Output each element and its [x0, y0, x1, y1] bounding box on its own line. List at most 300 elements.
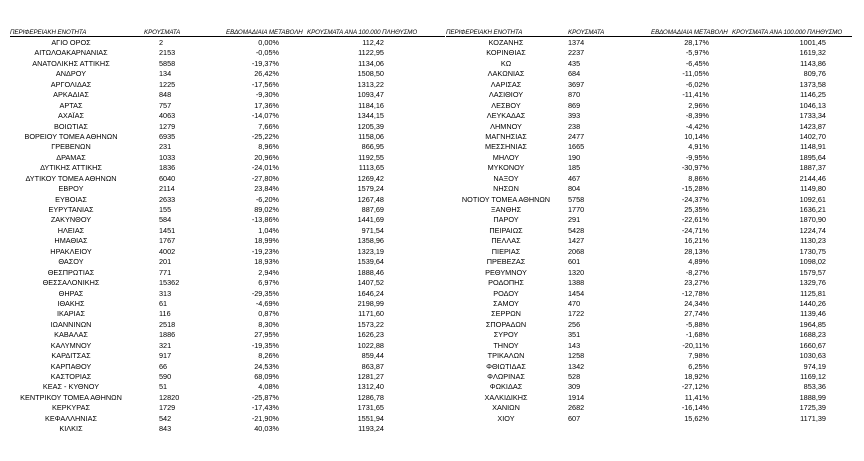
table-row [446, 268, 852, 278]
cell-cases: 1342 [568, 361, 585, 371]
cell-per-100k: 1148,91 [800, 142, 826, 152]
cell-cases: 2633 [159, 194, 176, 204]
cell-region: ΝΟΤΙΟΥ ΤΟΜΕΑ ΑΘΗΝΩΝ [461, 194, 551, 204]
cell-per-100k: 1373,58 [799, 79, 826, 89]
cell-weekly-change: 7,66% [258, 121, 279, 131]
cell-region: ΕΥΒΟΙΑΣ [55, 194, 87, 204]
cell-per-100k: 1407,52 [357, 278, 384, 288]
cell-weekly-change: 18,92% [684, 372, 709, 381]
cell-weekly-change: 11,41% [684, 392, 709, 402]
cell-per-100k: 1022,88 [357, 340, 384, 350]
cell-cases: 201 [159, 257, 172, 267]
cell-per-100k: 2144,46 [799, 173, 826, 183]
cell-region: ΑΧΑΪΑΣ [57, 111, 84, 121]
cell-per-100k: 1573,22 [357, 319, 384, 329]
cell-weekly-change: -30,97% [681, 163, 709, 173]
cell-cases: 6935 [159, 131, 176, 141]
cell-cases: 231 [159, 142, 172, 152]
table-row [446, 163, 852, 173]
cell-region: ΡΕΘΥΜΝΟΥ [485, 267, 527, 277]
table-row [10, 163, 445, 173]
table-row [446, 111, 852, 121]
table-row [446, 351, 852, 361]
table-row [446, 414, 852, 424]
cell-cases: 393 [568, 111, 581, 121]
cell-per-100k: 971,54 [361, 225, 384, 235]
cell-weekly-change: -19,23% [251, 246, 279, 256]
cell-per-100k: 1619,32 [799, 48, 826, 58]
cell-per-100k: 1660,67 [799, 340, 826, 350]
cell-per-100k: 1551,94 [357, 413, 384, 423]
cell-region: ΗΜΑΘΙΑΣ [54, 236, 88, 246]
table-row [10, 132, 445, 142]
cell-weekly-change: -27,12% [681, 382, 709, 392]
cell-weekly-change: 24,53% [254, 361, 279, 371]
cell-per-100k: 974,19 [803, 361, 826, 371]
cell-weekly-change: -13,86% [251, 215, 279, 225]
cell-region: ΛΕΥΚΑΔΑΣ [486, 111, 526, 121]
cell-region: ΘΗΡΑΣ [58, 288, 84, 298]
table-row [446, 205, 852, 215]
cell-per-100k: 1402,70 [799, 131, 826, 141]
cell-weekly-change: 2,96% [688, 100, 709, 110]
cell-cases: 238 [568, 121, 581, 131]
cell-weekly-change: -24,01% [251, 163, 279, 173]
cell-weekly-change: 89,02% [254, 205, 279, 214]
table-row [10, 142, 445, 152]
cell-region: ΔΥΤΙΚΟΥ ΤΟΜΕΑ ΑΘΗΝΩΝ [25, 173, 117, 183]
cell-per-100k: 1887,37 [799, 163, 826, 173]
cell-cases: 869 [568, 100, 581, 110]
table-row [446, 382, 852, 392]
cell-cases: 143 [568, 340, 581, 350]
cell-per-100k: 1636,21 [799, 205, 826, 214]
cell-cases: 1451 [159, 225, 176, 235]
cell-cases: 584 [159, 215, 172, 225]
cell-per-100k: 1441,69 [357, 215, 384, 225]
table-row [446, 257, 852, 267]
table-row [10, 101, 445, 111]
cell-cases: 4063 [159, 111, 176, 121]
cell-weekly-change: 17,36% [254, 100, 279, 110]
cell-region: ΞΑΝΘΗΣ [490, 205, 522, 214]
cell-per-100k: 1046,13 [799, 100, 826, 110]
cell-cases: 542 [159, 413, 172, 423]
cell-weekly-change: -24,71% [681, 225, 709, 235]
table-row [446, 153, 852, 163]
cell-region: ΑΡΚΑΔΙΑΣ [53, 90, 89, 100]
cell-per-100k: 1092,61 [799, 194, 826, 204]
table-row [10, 122, 445, 132]
cell-weekly-change: 7,98% [688, 351, 709, 361]
cell-region: ΒΟΙΩΤΙΑΣ [54, 121, 88, 131]
cell-weekly-change: 4,91% [688, 142, 709, 152]
cell-region: ΧΑΝΙΩΝ [492, 403, 520, 413]
cell-weekly-change: -1,68% [685, 330, 709, 340]
table-row [446, 309, 852, 319]
right-table-header [446, 27, 852, 37]
table-row [10, 247, 445, 257]
cell-weekly-change: 8,86% [688, 173, 709, 183]
table-row [10, 299, 445, 309]
cell-region: ΜΥΚΟΝΟΥ [487, 163, 525, 173]
table-row [446, 341, 852, 351]
cell-weekly-change: -4,42% [685, 121, 709, 131]
cell-cases: 1258 [568, 351, 585, 361]
table-row [10, 403, 445, 413]
table-row [446, 48, 852, 58]
table-row [10, 174, 445, 184]
cell-per-100k: 1730,75 [799, 246, 826, 256]
cell-region: ΚΕΦΑΛΛΗΝΙΑΣ [45, 413, 97, 423]
cell-weekly-change: -6,02% [685, 79, 709, 89]
cell-cases: 256 [568, 319, 581, 329]
cell-per-100k: 2198,99 [357, 298, 384, 308]
cell-cases: 185 [568, 163, 581, 173]
table-row [10, 48, 445, 58]
cell-per-100k: 1312,40 [357, 382, 384, 392]
cell-per-100k: 1344,15 [357, 111, 384, 121]
cell-cases: 155 [159, 205, 172, 214]
table-row [10, 59, 445, 69]
cell-weekly-change: 0,87% [258, 309, 279, 319]
right-table [446, 27, 852, 424]
table-row [446, 142, 852, 152]
cell-region: ΙΚΑΡΙΑΣ [56, 309, 86, 319]
table-row [10, 38, 445, 48]
cell-weekly-change: -16,14% [681, 403, 709, 413]
table-row [446, 90, 852, 100]
cell-region: ΡΟΔΟΠΗΣ [488, 278, 524, 288]
cell-region: ΠΙΕΡΙΑΣ [491, 246, 521, 256]
table-row [446, 122, 852, 132]
cell-per-100k: 1888,99 [799, 392, 826, 402]
table-row [10, 80, 445, 90]
cell-weekly-change: 28,17% [684, 38, 709, 47]
table-row [10, 372, 445, 382]
cell-cases: 467 [568, 173, 581, 183]
table-row [446, 320, 852, 330]
cell-region: ΚΩ [500, 58, 512, 68]
cell-cases: 66 [159, 361, 168, 371]
cell-region: ΚΙΛΚΙΣ [59, 424, 83, 434]
cell-per-100k: 1281,27 [357, 372, 384, 381]
cell-region: ΑΓΙΟ ΟΡΟΣ [51, 38, 91, 47]
cell-weekly-change: -17,56% [251, 79, 279, 89]
cell-cases: 190 [568, 152, 581, 162]
header-cases: ΚΡΟΥΣΜΑΤΑ [144, 29, 181, 36]
cell-weekly-change: -8,27% [685, 267, 709, 277]
cell-region: ΛΑΚΩΝΙΑΣ [487, 69, 525, 79]
cell-region: ΧΑΛΚΙΔΙΚΗΣ [484, 392, 528, 402]
cell-weekly-change: -6,45% [685, 58, 709, 68]
header-weekly-change: ΕΒΔΟΜΑΔΙΑΙΑ ΜΕΤΑΒΟΛΗ [226, 29, 303, 36]
cell-region: ΚΑΛΥΜΝΟΥ [50, 340, 92, 350]
cell-weekly-change: 40,03% [254, 424, 279, 434]
cell-region: ΑΡΓΟΛΙΔΑΣ [50, 79, 92, 89]
cell-weekly-change: 15,62% [684, 413, 709, 423]
cell-per-100k: 863,87 [361, 361, 384, 371]
cell-weekly-change: -22,61% [681, 215, 709, 225]
cell-region: ΠΑΡΟΥ [493, 215, 519, 225]
cell-cases: 1914 [568, 392, 585, 402]
cell-weekly-change: -8,39% [685, 111, 709, 121]
cell-region: ΚΑΣΤΟΡΙΑΣ [50, 372, 92, 381]
cell-cases: 684 [568, 69, 581, 79]
cell-cases: 1886 [159, 330, 176, 340]
cell-region: ΤΗΝΟΥ [493, 340, 519, 350]
table-row [10, 184, 445, 194]
cell-region: ΑΝΔΡΟΥ [55, 69, 87, 79]
cell-weekly-change: -4,69% [255, 298, 279, 308]
table-row [446, 132, 852, 142]
cell-region: ΛΑΣΙΘΙΟΥ [488, 90, 524, 100]
cell-cases: 1225 [159, 79, 176, 89]
cell-region: ΛΑΡΙΣΑΣ [490, 79, 522, 89]
cell-weekly-change: 8,26% [258, 351, 279, 361]
cell-per-100k: 1125,81 [800, 288, 826, 298]
cell-weekly-change: -5,88% [685, 319, 709, 329]
cell-cases: 61 [159, 298, 168, 308]
cell-cases: 309 [568, 382, 581, 392]
cell-per-100k: 1113,65 [358, 163, 384, 173]
cell-cases: 1279 [159, 121, 176, 131]
header-region: ΠΕΡΙΦΕΡΕΙΑΚΗ ΕΝΟΤΗΤΑ [10, 29, 87, 36]
table-row [10, 341, 445, 351]
cell-region: ΠΕΙΡΑΙΩΣ [489, 225, 523, 235]
table-row [10, 289, 445, 299]
cell-per-100k: 887,69 [361, 205, 384, 214]
table-row [10, 215, 445, 225]
cell-region: ΛΕΣΒΟΥ [491, 100, 521, 110]
cell-cases: 2068 [568, 246, 585, 256]
cell-cases: 848 [159, 90, 172, 100]
table-row [10, 69, 445, 79]
cell-region: ΔΡΑΜΑΣ [56, 152, 86, 162]
cell-cases: 6040 [159, 173, 176, 183]
cell-region: ΚΑΒΑΛΑΣ [54, 330, 88, 340]
cell-weekly-change: 4,08% [258, 382, 279, 392]
cell-weekly-change: 8,96% [258, 142, 279, 152]
table-row [10, 362, 445, 372]
cell-region: ΦΘΙΩΤΙΔΑΣ [486, 361, 526, 371]
table-row [446, 59, 852, 69]
table-row [10, 205, 445, 215]
cell-cases: 1665 [568, 142, 585, 152]
table-row [10, 236, 445, 246]
cell-per-100k: 1313,22 [357, 79, 384, 89]
cell-cases: 51 [159, 382, 168, 392]
cell-per-100k: 1870,90 [799, 215, 826, 225]
cell-cases: 1722 [568, 309, 585, 319]
cell-cases: 771 [159, 267, 172, 277]
cell-region: ΗΡΑΚΛΕΙΟΥ [50, 246, 92, 256]
cell-region: ΑΝΑΤΟΛΙΚΗΣ ΑΤΤΙΚΗΣ [32, 58, 110, 68]
cell-weekly-change: 23,84% [254, 184, 279, 194]
cell-weekly-change: -21,90% [251, 413, 279, 423]
cell-cases: 15362 [159, 278, 180, 288]
cell-weekly-change: 6,25% [688, 361, 709, 371]
cell-per-100k: 1030,63 [799, 351, 826, 361]
cell-per-100k: 1143,86 [800, 58, 826, 68]
cell-region: ΛΗΜΝΟΥ [490, 121, 522, 131]
cell-weekly-change: -15,28% [681, 184, 709, 194]
cell-weekly-change: 0,00% [258, 38, 279, 47]
cell-per-100k: 1224,74 [799, 225, 826, 235]
cell-region: ΜΕΣΣΗΝΙΑΣ [485, 142, 527, 152]
cell-weekly-change: 16,21% [684, 236, 709, 246]
cell-per-100k: 1193,24 [358, 424, 384, 434]
cell-weekly-change: 8,30% [258, 319, 279, 329]
cell-weekly-change: 18,99% [254, 236, 279, 246]
cell-weekly-change: -20,11% [682, 340, 709, 350]
table-row [10, 226, 445, 236]
table-row [446, 330, 852, 340]
cell-cases: 843 [159, 424, 172, 434]
cell-weekly-change: 4,89% [688, 257, 709, 267]
table-row [10, 424, 445, 434]
cell-weekly-change: 26,42% [254, 69, 279, 79]
table-row [10, 268, 445, 278]
cell-region: ΘΑΣΟΥ [58, 257, 84, 267]
cell-cases: 1836 [159, 163, 176, 173]
table-row [10, 393, 445, 403]
table-row [446, 299, 852, 309]
cell-weekly-change: 10,14% [684, 131, 709, 141]
table-row [10, 330, 445, 340]
cell-region: ΚΟΖΑΝΗΣ [488, 38, 524, 47]
cell-cases: 1374 [568, 38, 585, 47]
cell-cases: 351 [568, 330, 581, 340]
cell-per-100k: 1093,47 [357, 90, 384, 100]
cell-region: ΜΑΓΝΗΣΙΑΣ [485, 131, 527, 141]
table-row [446, 101, 852, 111]
cell-per-100k: 1329,76 [799, 278, 826, 288]
cell-per-100k: 1171,60 [358, 309, 384, 319]
table-row [446, 403, 852, 413]
cell-weekly-change: -14,07% [251, 111, 279, 121]
cell-per-100k: 809,76 [803, 69, 826, 79]
cell-region: ΙΩΑΝΝΙΝΩΝ [50, 319, 92, 329]
table-row [446, 38, 852, 48]
cell-per-100k: 1895,64 [799, 152, 826, 162]
cell-cases: 2477 [568, 131, 585, 141]
cell-region: ΠΡΕΒΕΖΑΣ [486, 257, 526, 267]
cell-per-100k: 1192,55 [358, 152, 384, 162]
table-row [446, 215, 852, 225]
cell-region: ΜΗΛΟΥ [492, 152, 520, 162]
table-row [10, 278, 445, 288]
cell-cases: 2114 [159, 184, 175, 194]
cell-per-100k: 1134,06 [358, 58, 384, 68]
cell-weekly-change: -29,35% [251, 288, 279, 298]
cell-weekly-change: -12,78% [681, 288, 709, 298]
cell-cases: 1388 [568, 278, 585, 288]
cell-cases: 2153 [159, 48, 176, 58]
cell-cases: 321 [159, 340, 172, 350]
table-row [446, 195, 852, 205]
cell-cases: 12820 [159, 392, 180, 402]
cell-region: ΤΡΙΚΑΛΩΝ [487, 351, 525, 361]
table-row [10, 153, 445, 163]
cell-region: ΝΗΣΩΝ [493, 184, 519, 194]
table-row [10, 195, 445, 205]
table-row [446, 226, 852, 236]
cell-per-100k: 1626,23 [357, 330, 384, 340]
table-row [10, 309, 445, 319]
cell-per-100k: 1508,50 [357, 69, 384, 79]
header-per-100k: ΚΡΟΥΣΜΑΤΑ ΑΝΑ 100.000 ΠΛΗΘΥΣΜΟ [732, 29, 843, 36]
table-row [446, 236, 852, 246]
cell-cases: 134 [159, 69, 172, 79]
cell-cases: 870 [568, 90, 581, 100]
cell-per-100k: 1440,26 [799, 298, 826, 308]
left-table-header [10, 27, 445, 37]
cell-per-100k: 1646,24 [357, 288, 384, 298]
cell-weekly-change: 24,34% [684, 298, 709, 308]
cell-weekly-change: -9,95% [685, 152, 709, 162]
cell-cases: 590 [159, 372, 172, 381]
cell-weekly-change: -19,37% [251, 58, 279, 68]
cell-weekly-change: 28,13% [684, 246, 709, 256]
cell-cases: 5428 [568, 225, 585, 235]
cell-weekly-change: 1,04% [258, 225, 279, 235]
header-cases: ΚΡΟΥΣΜΑΤΑ [568, 29, 605, 36]
cell-weekly-change: -9,30% [255, 90, 279, 100]
cell-region: ΘΕΣΠΡΩΤΙΑΣ [47, 267, 95, 277]
table-row [10, 414, 445, 424]
cell-cases: 2237 [568, 48, 585, 58]
cell-region: ΑΙΤΩΛΟΑΚΑΡΝΑΝΙΑΣ [34, 48, 108, 58]
cell-per-100k: 1146,25 [800, 90, 826, 100]
cell-per-100k: 1001,45 [799, 38, 826, 47]
cell-per-100k: 1267,48 [357, 194, 384, 204]
cell-cases: 607 [568, 413, 581, 423]
table-row [10, 351, 445, 361]
table-row [446, 247, 852, 257]
cell-region: ΚΕΝΤΡΙΚΟΥ ΤΟΜΕΑ ΑΘΗΝΩΝ [20, 392, 122, 402]
cell-weekly-change: -6,20% [255, 194, 279, 204]
cell-per-100k: 1688,23 [799, 330, 826, 340]
table-row [446, 278, 852, 288]
table-row [446, 372, 852, 382]
cell-region: ΙΘΑΚΗΣ [57, 298, 85, 308]
cell-cases: 757 [159, 100, 172, 110]
cell-region: ΣΠΟΡΑΔΩΝ [485, 319, 527, 329]
cell-weekly-change: -0,05% [255, 48, 279, 58]
table-row [10, 382, 445, 392]
cell-region: ΧΙΟΥ [497, 413, 515, 423]
cell-per-100k: 1098,02 [799, 257, 826, 267]
header-weekly-change: ΕΒΔΟΜΑΔΙΑΙΑ ΜΕΤΑΒΟΛΗ [651, 29, 728, 36]
cell-per-100k: 1171,39 [800, 413, 826, 423]
cell-per-100k: 866,95 [361, 142, 384, 152]
cell-cases: 116 [159, 309, 171, 319]
cell-per-100k: 1725,39 [799, 403, 826, 413]
table-row [10, 257, 445, 267]
cell-weekly-change: -25,22% [251, 131, 279, 141]
cell-cases: 4002 [159, 246, 176, 256]
cell-weekly-change: 6,97% [258, 278, 279, 288]
cell-cases: 1320 [568, 267, 585, 277]
cell-weekly-change: -5,97% [685, 48, 709, 58]
cell-weekly-change: 23,27% [684, 278, 709, 288]
table-row [10, 320, 445, 330]
cell-cases: 1770 [568, 205, 585, 214]
table-row [446, 69, 852, 79]
cell-per-100k: 1122,95 [358, 48, 384, 58]
cell-cases: 1454 [568, 288, 585, 298]
